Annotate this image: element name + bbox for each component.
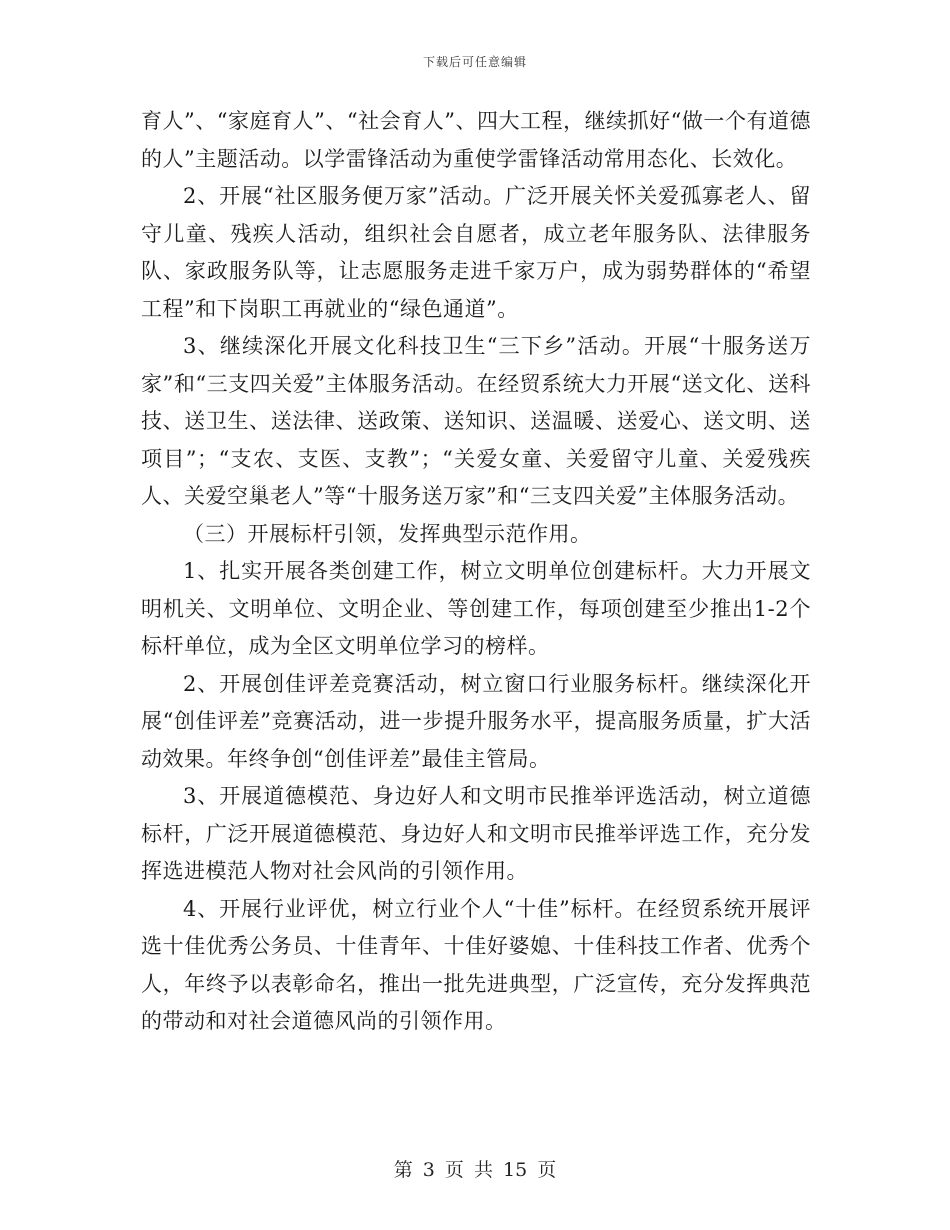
paragraph: 育人”、“家庭育人”、“社会育人”、四大工程，继续抓好“做一个有道德的人”主题活动。以学雷锋活动为重使学雷锋活动常用态化、长效化。 (141, 109, 811, 171)
header-note: 下载后可任意编辑 (422, 55, 527, 69)
paragraph: 3、继续深化开展文化科技卫生“三下乡”活动。开展“十服务送万家”和“三支四关爱”主体服务活动。在经贸系统大力开展“送文化、送科技、送卫生、送法律、送政策、送知识、送温暖、送爱心、送文明、送项目”；“支农、支医、支教”；“关爱女童、关爱留守儿童、关爱残疾人、关爱空巢老人”等“十服务送万家”和“三支四关爱”主体服务活动。 (141, 334, 811, 508)
paragraph: 3、开展道德模范、身边好人和文明市民推举评选活动，树立道德标杆，广泛开展道德模范、身边好人和文明市民推举评选工作，充分发挥选进模范人物对社会风尚的引领作用。 (141, 784, 811, 883)
paragraph: 4、开展行业评优，树立行业个人“十佳”标杆。在经贸系统开展评选十佳优秀公务员、十佳青年、十佳好婆媳、十佳科技工作者、优秀个人，年终予以表彰命名，推出一批先进典型，广泛宣传，充分发挥典范的带动和对社会道德风尚的引领作用。 (141, 896, 811, 1033)
paragraph: 1、扎实开展各类创建工作，树立文明单位创建标杆。大力开展文明机关、文明单位、文明企业、等创建工作，每项创建至少推出1-2个标杆单位，成为全区文明单位学习的榜样。 (141, 559, 811, 658)
paragraph: 2、开展创佳评差竞赛活动，树立窗口行业服务标杆。继续深化开展“创佳评差”竞赛活动，进一步提升服务水平，提高服务质量，扩大活动效果。年终争创“创佳评差”最佳主管局。 (141, 671, 811, 771)
page-number: 第 3 页 共 15 页 (393, 1159, 557, 1181)
paragraph: 2、开展“社区服务便万家”活动。广泛开展关怀关爱孤寡老人、留守儿童、残疾人活动，组织社会自愿者，成立老年服务队、法律服务队、家政服务队等，让志愿服务走进千家万户，成为弱势群体的“希望工程”和下岗职工再就业的“绿色通道”。 (141, 184, 811, 321)
section-heading: （三）开展标杆引领，发挥典型示范作用。 (183, 521, 592, 546)
body-text (141, 103, 811, 1041)
